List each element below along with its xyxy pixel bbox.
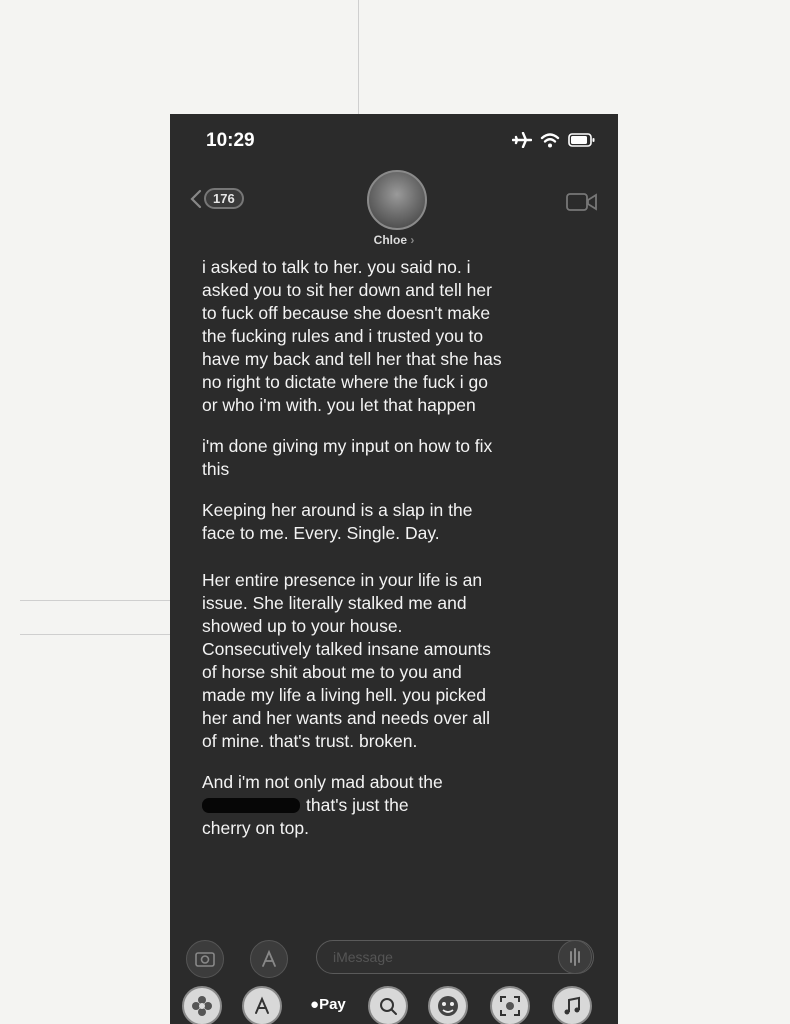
audio-button[interactable] — [558, 940, 592, 974]
music-app-button[interactable] — [552, 986, 592, 1024]
apple-logo-icon: ● — [310, 996, 320, 1013]
search-app-button[interactable] — [368, 986, 408, 1024]
redaction-mark — [202, 798, 300, 813]
status-icons — [512, 132, 596, 148]
face-scan-icon — [498, 994, 522, 1018]
message-bubble: i asked to talk to her. you said no. i asked you to sit her down and tell her to fuck off because she doesn't make the fucking rules and i trusted you to have my back and tell her that she has no right to dictate where the fuck i go or who i'm with. you let that happen — [202, 257, 502, 415]
status-bar — [170, 114, 618, 164]
conversation-header — [170, 170, 618, 250]
message-bubble: i'm done giving my input on how to fix this — [202, 436, 493, 479]
app-store-icon — [250, 994, 274, 1018]
video-call-icon[interactable] — [566, 192, 598, 212]
scan-artifact-line — [358, 0, 359, 114]
waveform-icon — [559, 941, 591, 973]
app-drawer — [170, 984, 618, 1024]
flower-icon — [190, 994, 214, 1018]
camera-button[interactable] — [186, 940, 224, 978]
app-store-icon — [251, 941, 287, 977]
unread-count-badge: 176 — [204, 188, 244, 209]
message-thread — [202, 256, 502, 858]
status-time: 10:29 — [206, 130, 255, 151]
animoji-app-button[interactable] — [490, 986, 530, 1024]
back-button[interactable] — [190, 188, 244, 209]
battery-icon — [568, 132, 596, 148]
message-input[interactable] — [316, 940, 594, 974]
wifi-icon — [540, 132, 560, 148]
photos-app-button[interactable] — [182, 986, 222, 1024]
memoji-icon — [435, 993, 461, 1019]
chevron-right-icon: › — [410, 233, 415, 247]
memoji-app-button[interactable] — [428, 986, 468, 1024]
message-bubble: Her entire presence in your life is an issue. She literally stalked me and showed up to your house. Consecutively talked insane amounts of horse shit about me to you and made my life a living hell. you picked her and her wants and needs over all of mine. that's trust. broken. — [202, 570, 491, 751]
message-bubble — [202, 771, 502, 840]
compose-bar — [170, 938, 618, 982]
contact-name[interactable] — [170, 233, 618, 247]
message-line: that's just the — [306, 795, 409, 815]
camera-icon — [187, 941, 223, 977]
contact-name-label: Chloe — [373, 233, 407, 247]
globe-search-icon — [376, 994, 400, 1018]
message-line: cherry on top. — [202, 818, 309, 838]
message-line: And i'm not only mad about the — [202, 772, 443, 792]
chevron-left-icon — [190, 189, 202, 209]
contact-avatar[interactable] — [367, 170, 427, 230]
scan-artifact-line — [20, 600, 170, 601]
apple-pay-button[interactable] — [310, 996, 346, 1013]
message-bubble: Keeping her around is a slap in the face to me. Every. Single. Day. — [202, 500, 473, 543]
airplane-icon — [512, 132, 532, 148]
scan-artifact-line — [20, 634, 170, 635]
app-store-button[interactable] — [250, 940, 288, 978]
phone-screen — [170, 114, 618, 1024]
app-store-app-button[interactable] — [242, 986, 282, 1024]
music-note-icon — [560, 994, 584, 1018]
message-input-placeholder: iMessage — [333, 949, 393, 965]
apple-pay-label: Pay — [319, 996, 346, 1013]
